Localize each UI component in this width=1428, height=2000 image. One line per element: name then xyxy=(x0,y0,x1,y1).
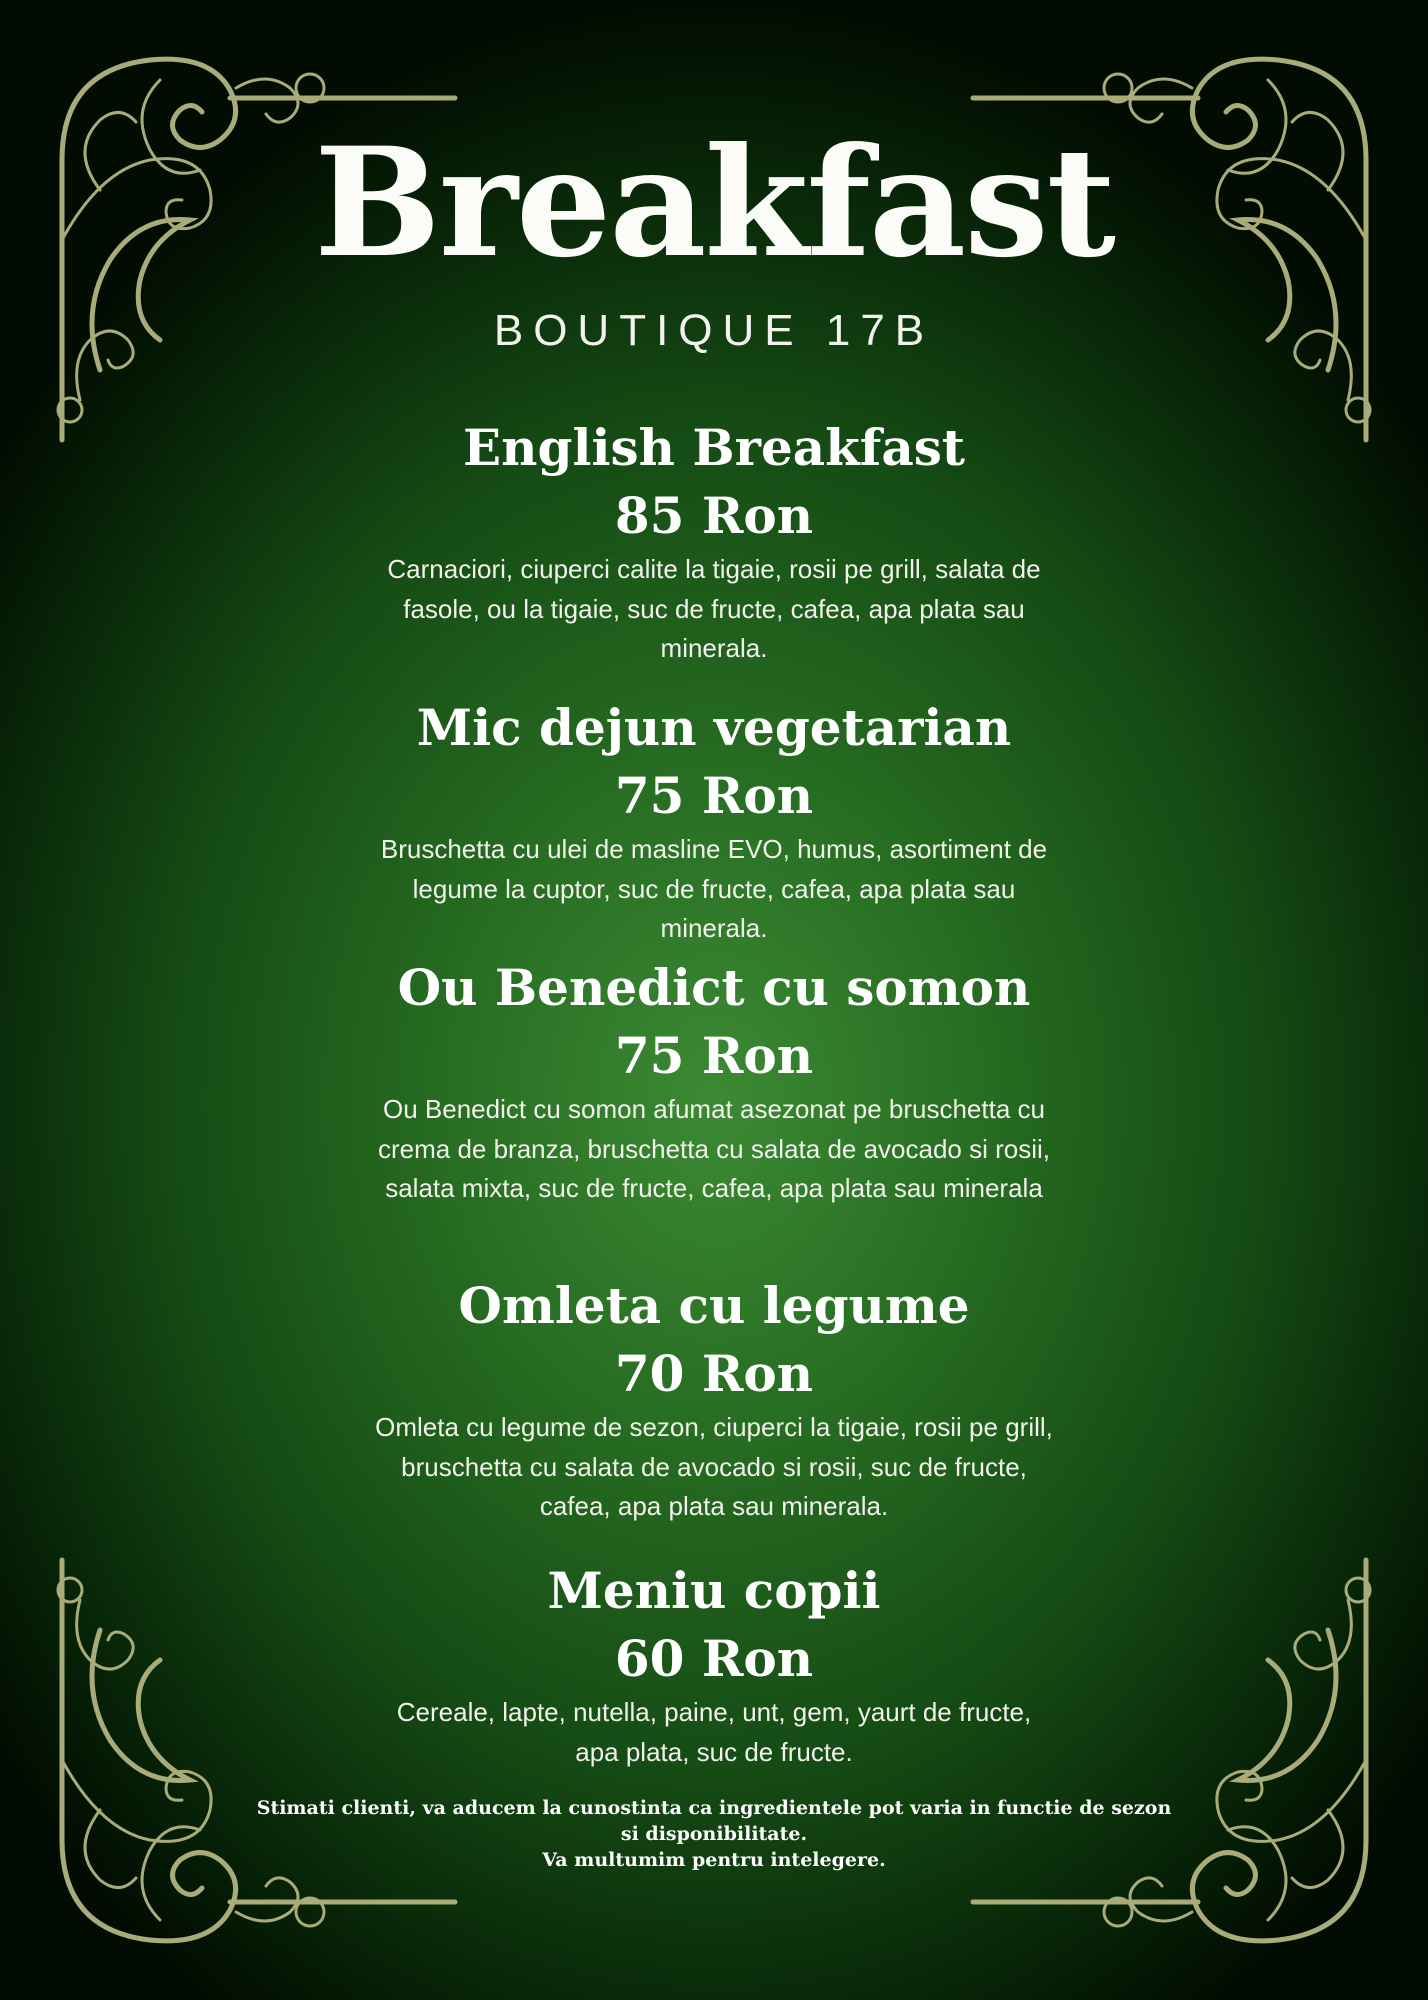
footnote-thanks: Va multumim pentru intelegere. xyxy=(542,1849,886,1871)
menu-item-description: Ou Benedict cu somon afumat asezonat pe bruschetta cu crema de branza, bruschetta cu salata de avocado si rosii, salata mixta, suc de fructe, cafea, apa plata sau minerala xyxy=(377,1094,1051,1203)
menu-item-price: 75 Ron xyxy=(614,1026,814,1085)
menu-item-meniu-copii xyxy=(364,1557,1064,1772)
restaurant-name: BOUTIQUE 17B xyxy=(493,306,935,355)
menu-item-english-breakfast xyxy=(364,414,1064,669)
menu-item-description: Cereale, lapte, nutella, paine, unt, gem, yaurt de fructe, apa plata, suc de fructe. xyxy=(396,1697,1032,1767)
menu-item-description: Omleta cu legume de sezon, ciuperci la tigaie, rosii pe grill, bruschetta cu salata de avocado si rosii, suc de fructe, cafea, apa plata sau minerala. xyxy=(375,1412,1053,1521)
menu-item-mic-dejun-vegetarian xyxy=(364,694,1064,949)
menu-item-description: Carnaciori, ciuperci calite la tigaie, rosii pe grill, salata de fasole, ou la tigaie, suc de fructe, cafea, apa plata sau minerala. xyxy=(387,554,1041,663)
menu-item-price: 70 Ron xyxy=(614,1344,814,1403)
menu-item-name: Ou Benedict cu somon xyxy=(397,958,1031,1017)
menu-item-price: 60 Ron xyxy=(614,1629,814,1688)
menu-item-ou-benedict xyxy=(364,954,1064,1209)
footnote xyxy=(250,1795,1178,1873)
menu-item-description: Bruschetta cu ulei de masline EVO, humus, asortiment de legume la cuptor, suc de fructe, cafea, apa plata sau minerala. xyxy=(380,834,1048,943)
footnote-notice: Stimati clienti, va aducem la cunostinta ca ingredientele pot varia in functie de sezon si disponibilitate. xyxy=(256,1797,1172,1845)
menu-item-name: Mic dejun vegetarian xyxy=(416,698,1012,757)
menu-item-omleta-cu-legume xyxy=(364,1272,1064,1527)
page-title: Breakfast xyxy=(314,115,1114,291)
menu-item-price: 85 Ron xyxy=(614,486,814,545)
menu-item-name: Meniu copii xyxy=(547,1561,881,1620)
menu-item-price: 75 Ron xyxy=(614,766,814,825)
menu-item-name: Omleta cu legume xyxy=(458,1276,970,1335)
menu-item-name: English Breakfast xyxy=(463,418,965,477)
